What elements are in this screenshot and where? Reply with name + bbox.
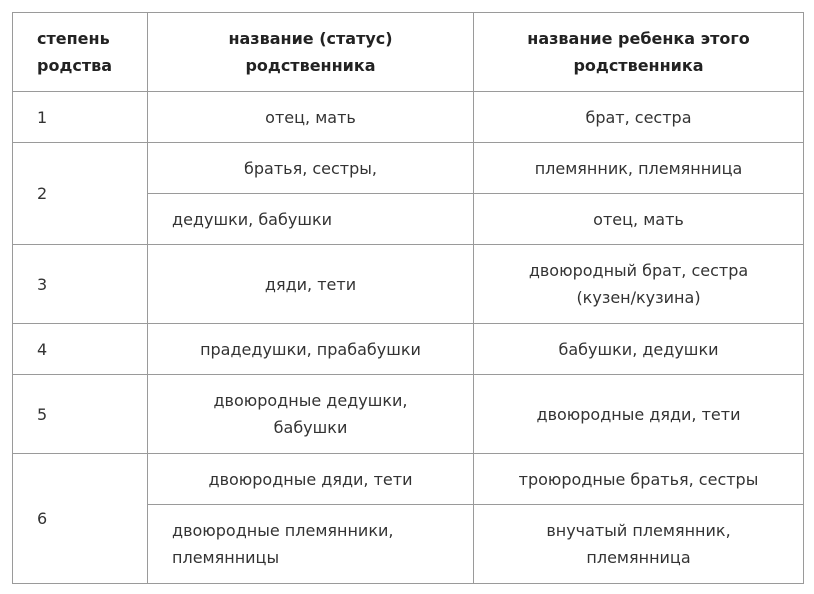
kinship-table <box>12 12 804 584</box>
relative-cell: дяди, тети <box>148 245 474 324</box>
relative-cell: двоюродные племянники, племянницы <box>148 505 474 584</box>
relative-cell: отец, мать <box>148 92 474 143</box>
child-cell: отец, мать <box>474 194 804 245</box>
child-cell: двоюродный брат, сестра (кузен/кузина) <box>474 245 804 324</box>
table-row <box>13 324 804 375</box>
degree-cell: 4 <box>13 324 148 375</box>
table-row <box>13 375 804 454</box>
child-cell: двоюродные дяди, тети <box>474 375 804 454</box>
child-cell: бабушки, дедушки <box>474 324 804 375</box>
degree-cell: 6 <box>13 454 148 584</box>
table-row <box>13 454 804 505</box>
table-row <box>13 92 804 143</box>
relative-cell: дедушки, бабушки <box>148 194 474 245</box>
degree-cell: 2 <box>13 143 148 245</box>
degree-cell: 5 <box>13 375 148 454</box>
degree-cell: 1 <box>13 92 148 143</box>
relative-cell: братья, сестры, <box>148 143 474 194</box>
header-relative: название (статус) родственника <box>148 13 474 92</box>
header-degree: степень родства <box>13 13 148 92</box>
relative-cell: двоюродные дяди, тети <box>148 454 474 505</box>
child-cell: троюродные братья, сестры <box>474 454 804 505</box>
degree-cell: 3 <box>13 245 148 324</box>
relative-cell: прадедушки, прабабушки <box>148 324 474 375</box>
relative-cell: двоюродные дедушки, бабушки <box>148 375 474 454</box>
table-row <box>13 143 804 194</box>
header-child: название ребенка этого родственника <box>474 13 804 92</box>
table-row <box>13 245 804 324</box>
child-cell: брат, сестра <box>474 92 804 143</box>
child-cell: племянник, племянница <box>474 143 804 194</box>
child-cell: внучатый племянник, племянница <box>474 505 804 584</box>
header-row <box>13 13 804 92</box>
